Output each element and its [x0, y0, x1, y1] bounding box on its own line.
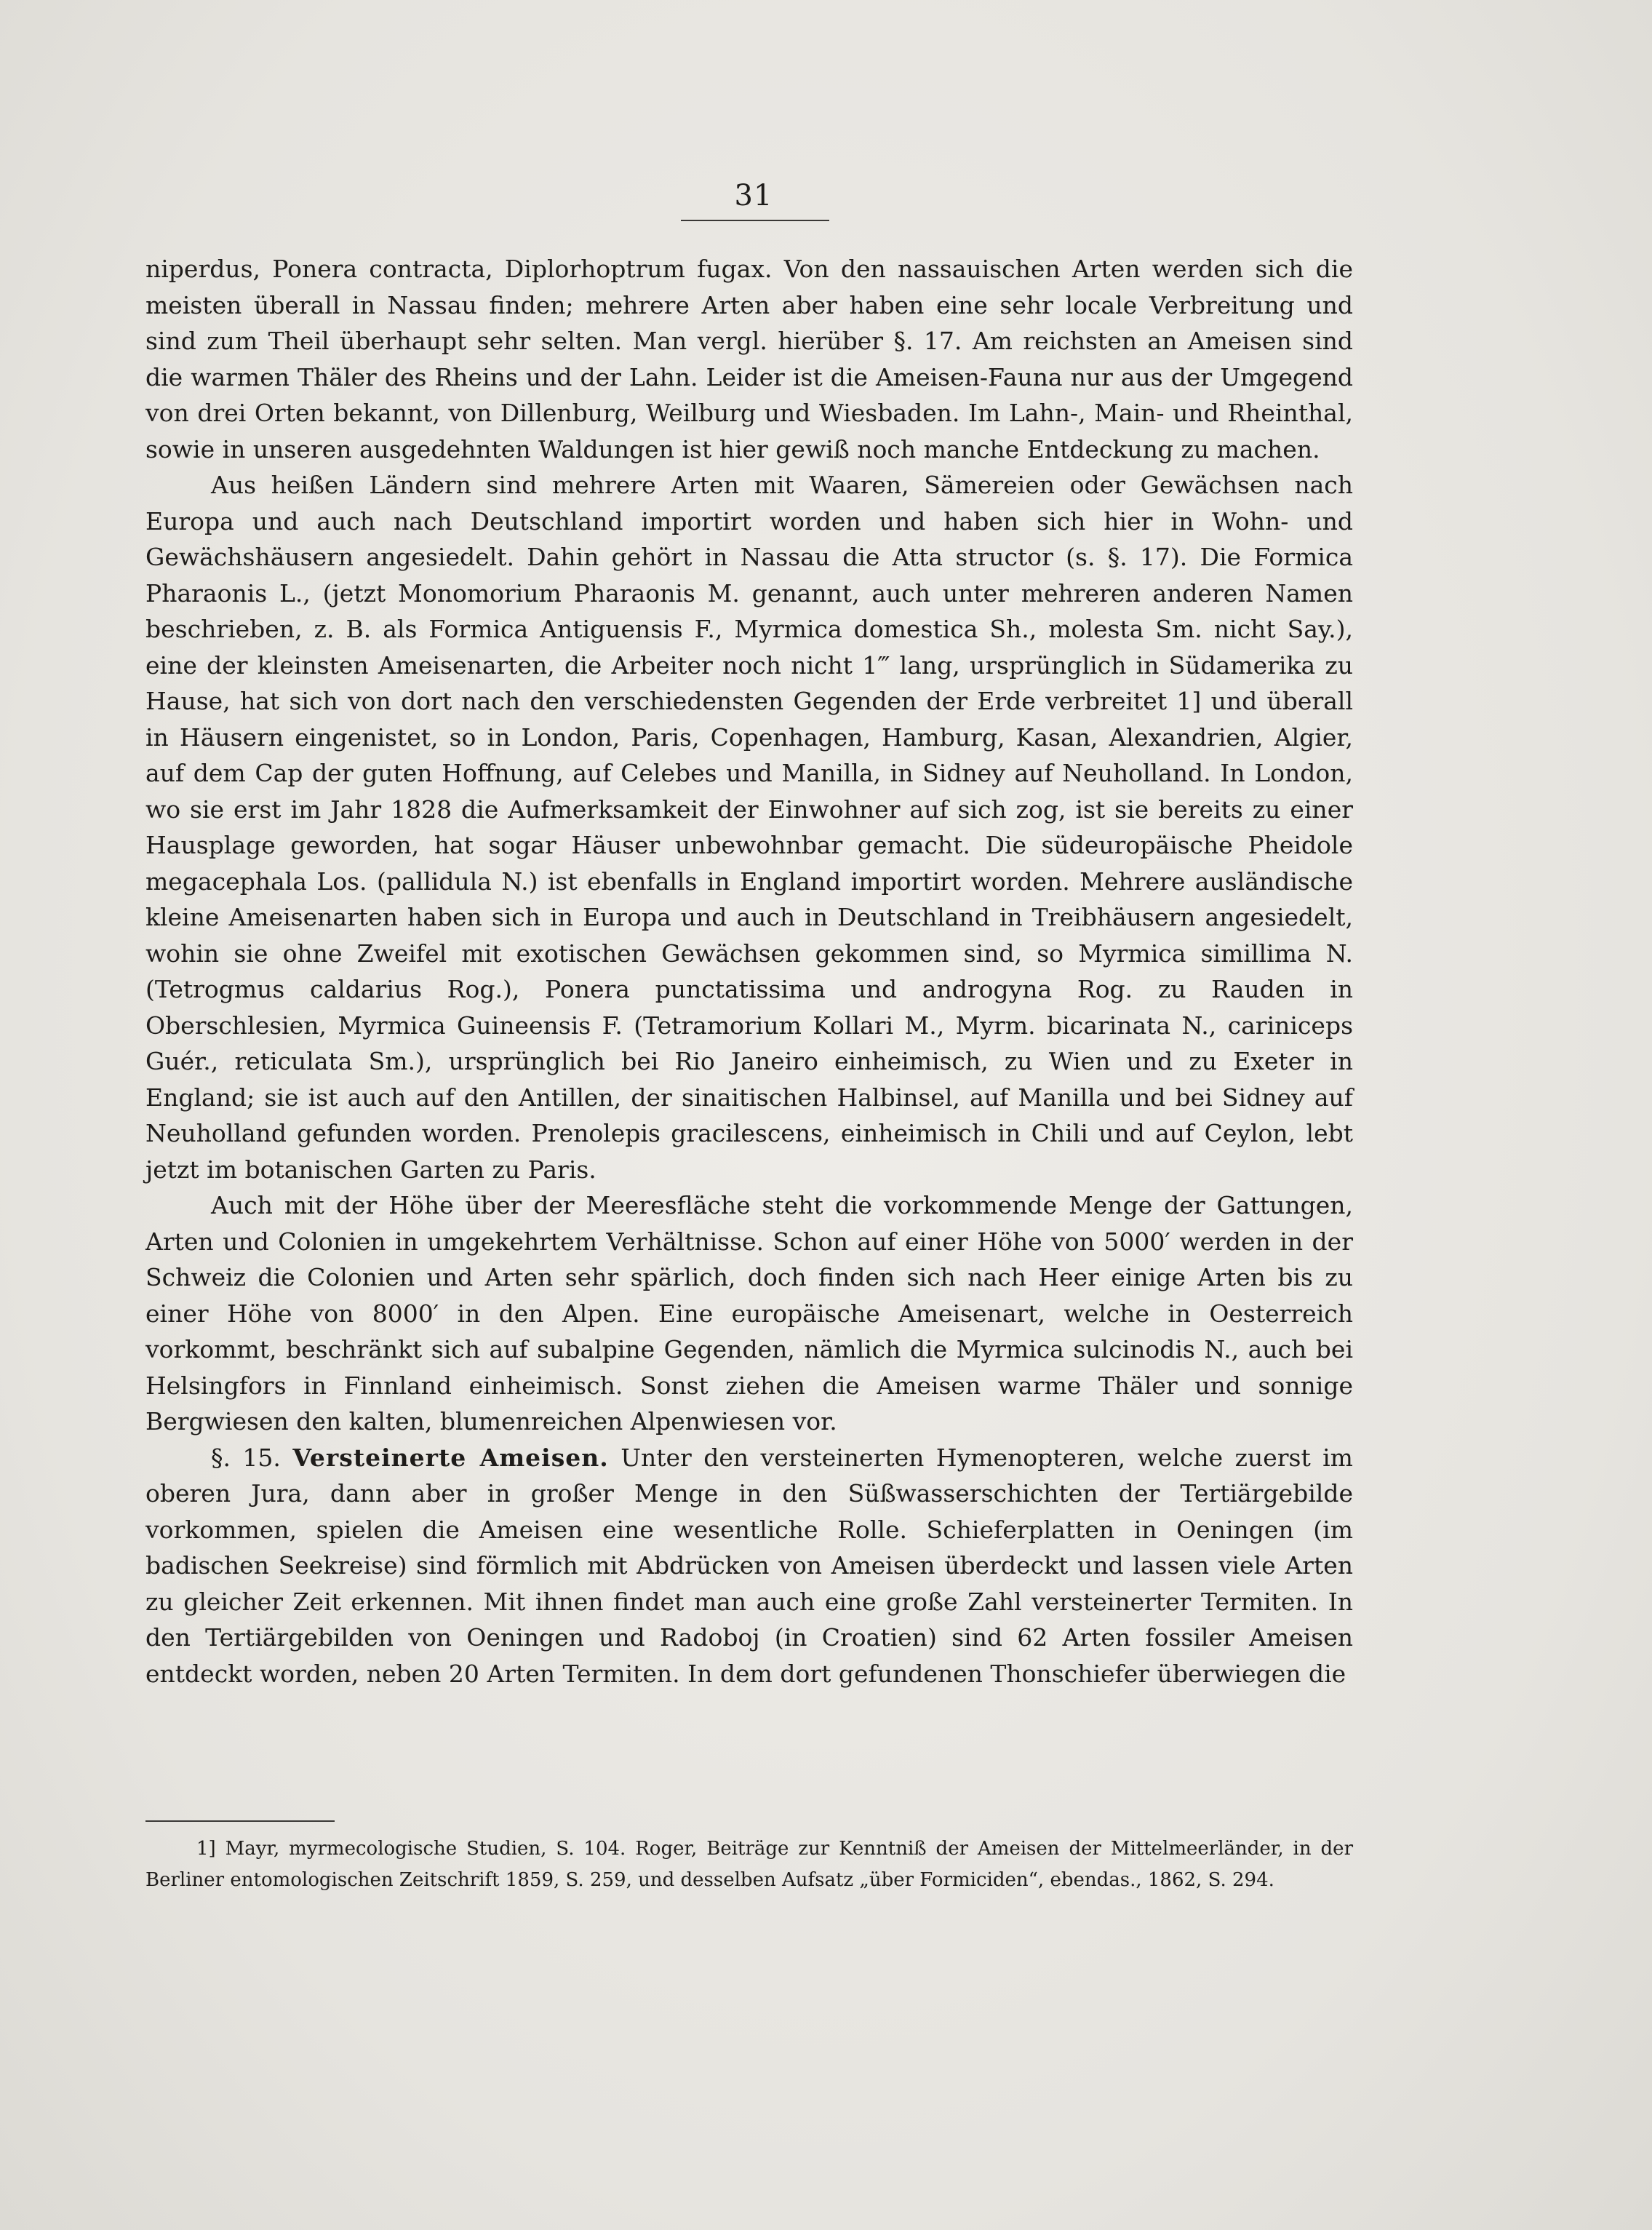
- continuation-paragraph: niperdus, Ponera contracta, Diplorhoptrum fugax. Von den nassauischen Arten werden sich die meisten überall in Nassau finden; mehrere Arten aber haben eine sehr locale Verbreitung und sind zum Theil überhaupt sehr selten. Man vergl. hierüber §. 17. Am reichsten an Ameisen sind die warmen Thäler des Rheins und der Lahn. Leider ist die Ameisen-Fauna nur aus der Umgegend von drei Orten bekannt, von Dillenburg, Weilburg und Wiesbaden. Im Lahn-, Main- und Rheinthal, sowie in unseren ausgedehnten Waldungen ist hier gewiß noch manche Entdeckung zu machen.: [145, 255, 1353, 463]
- page-number-rule: [681, 220, 829, 221]
- section-number: §. 15.: [211, 1443, 281, 1472]
- footnote-rule: [145, 1820, 335, 1822]
- section-title: Versteinerte Ameisen.: [292, 1443, 609, 1472]
- paragraph-imported-ants: Aus heißen Ländern sind mehrere Arten mit Waaren, Sämereien oder Gewächsen nach Europa und auch nach Deutschland importirt worden und haben sich hier in Wohn- und Gewächshäusern angesiedelt. Dahin gehört in Nassau die Atta structor (s. §. 17). Die Formica Pharaonis L., (jetzt Monomorium Pharaonis M. genannt, auch unter mehreren anderen Namen beschrieben, z. B. als Formica Antiguensis F., Myrmica domestica Sh., molesta Sm. nicht Say.), eine der kleinsten Ameisenarten, die Arbeiter noch nicht 1‴ lang, ursprünglich in Südamerika zu Hause, hat sich von dort nach den verschiedensten Gegenden der Erde verbreitet 1] und überall in Häusern eingenistet, so in London, Paris, Copenhagen, Hamburg, Kasan, Alexandrien, Algier, auf dem Cap der guten Hoffnung, auf Celebes und Manilla, in Sidney auf Neuholland. In London, wo sie erst im Jahr 1828 die Aufmerksamkeit der Einwohner auf sich zog, ist sie bereits zu einer Hausplage geworden, hat sogar Häuser unbewohnbar gemacht. Die südeuropäische Pheidole megacephala Los. (pallidula N.) ist ebenfalls in England importirt worden. Mehrere ausländische kleine Ameisenarten haben sich in Europa und auch in Deutschland in Treibhäusern angesiedelt, wohin sie ohne Zweifel mit exotischen Gewächsen gekommen sind, so Myrmica simillima N. (Tetrogmus caldarius Rog.), Ponera punctatissima und androgyna Rog. zu Rauden in Oberschlesien, Myrmica Guineensis F. (Tetramorium Kollari M., Myrm. bicarinata N., cariniceps Guér., reticulata Sm.), ursprünglich bei Rio Janeiro einheimisch, zu Wien und zu Exeter in England; sie ist auch auf den Antillen, der sinaitischen Halbinsel, auf Manilla und bei Sidney auf Neuholland gefunden worden. Prenolepis gracilescens, einheimisch in Chili und auf Ceylon, lebt jetzt im botanischen Garten zu Paris.: [145, 471, 1353, 1184]
- section-15: [145, 1440, 1353, 1692]
- page-number: 31: [734, 179, 773, 212]
- body-text: [145, 251, 1353, 1692]
- section-text: Unter den versteinerten Hymenopteren, welche zuerst im oberen Jura, dann aber in großer Menge in den Süßwasserschichten der Tertiärgebilde vorkommen, spielen die Ameisen eine wesentliche Rolle. Schieferplatten in Oeningen (im badischen Seekreise) sind förmlich mit Abdrücken von Ameisen überdeckt und lassen viele Arten zu gleicher Zeit erkennen. Mit ihnen findet man auch eine große Zahl versteinerter Termiten. In den Tertiärgebilden von Oeningen und Radoboj (in Croatien) sind 62 Arten fossiler Ameisen entdeckt worden, neben 20 Arten Termiten. In dem dort gefundenen Thonschiefer überwiegen die: [145, 1443, 1353, 1688]
- footnotes: [145, 1833, 1353, 1896]
- footnote-1: 1] Mayr, myrmecologische Studien, S. 104. Roger, Beiträge zur Kenntniß der Ameisen der Mittelmeerländer, in der Berliner entomologischen Zeitschrift 1859, S. 259, und desselben Aufsatz „über Formiciden“, ebendas., 1862, S. 294.: [145, 1838, 1353, 1891]
- paragraph-altitude: Auch mit der Höhe über der Meeresfläche steht die vorkommende Menge der Gattungen, Arten und Colonien in umgekehrtem Verhältnisse. Schon auf einer Höhe von 5000′ werden in der Schweiz die Colonien und Arten sehr spärlich, doch finden sich nach Heer einige Arten bis zu einer Höhe von 8000′ in den Alpen. Eine europäische Ameisenart, welche in Oesterreich vorkommt, beschränkt sich auf subalpine Gegenden, nämlich die Myrmica sulcinodis N., auch bei Helsingfors in Finnland einheimisch. Sonst ziehen die Ameisen warme Thäler und sonnige Bergwiesen den kalten, blumenreichen Alpenwiesen vor.: [145, 1191, 1353, 1435]
